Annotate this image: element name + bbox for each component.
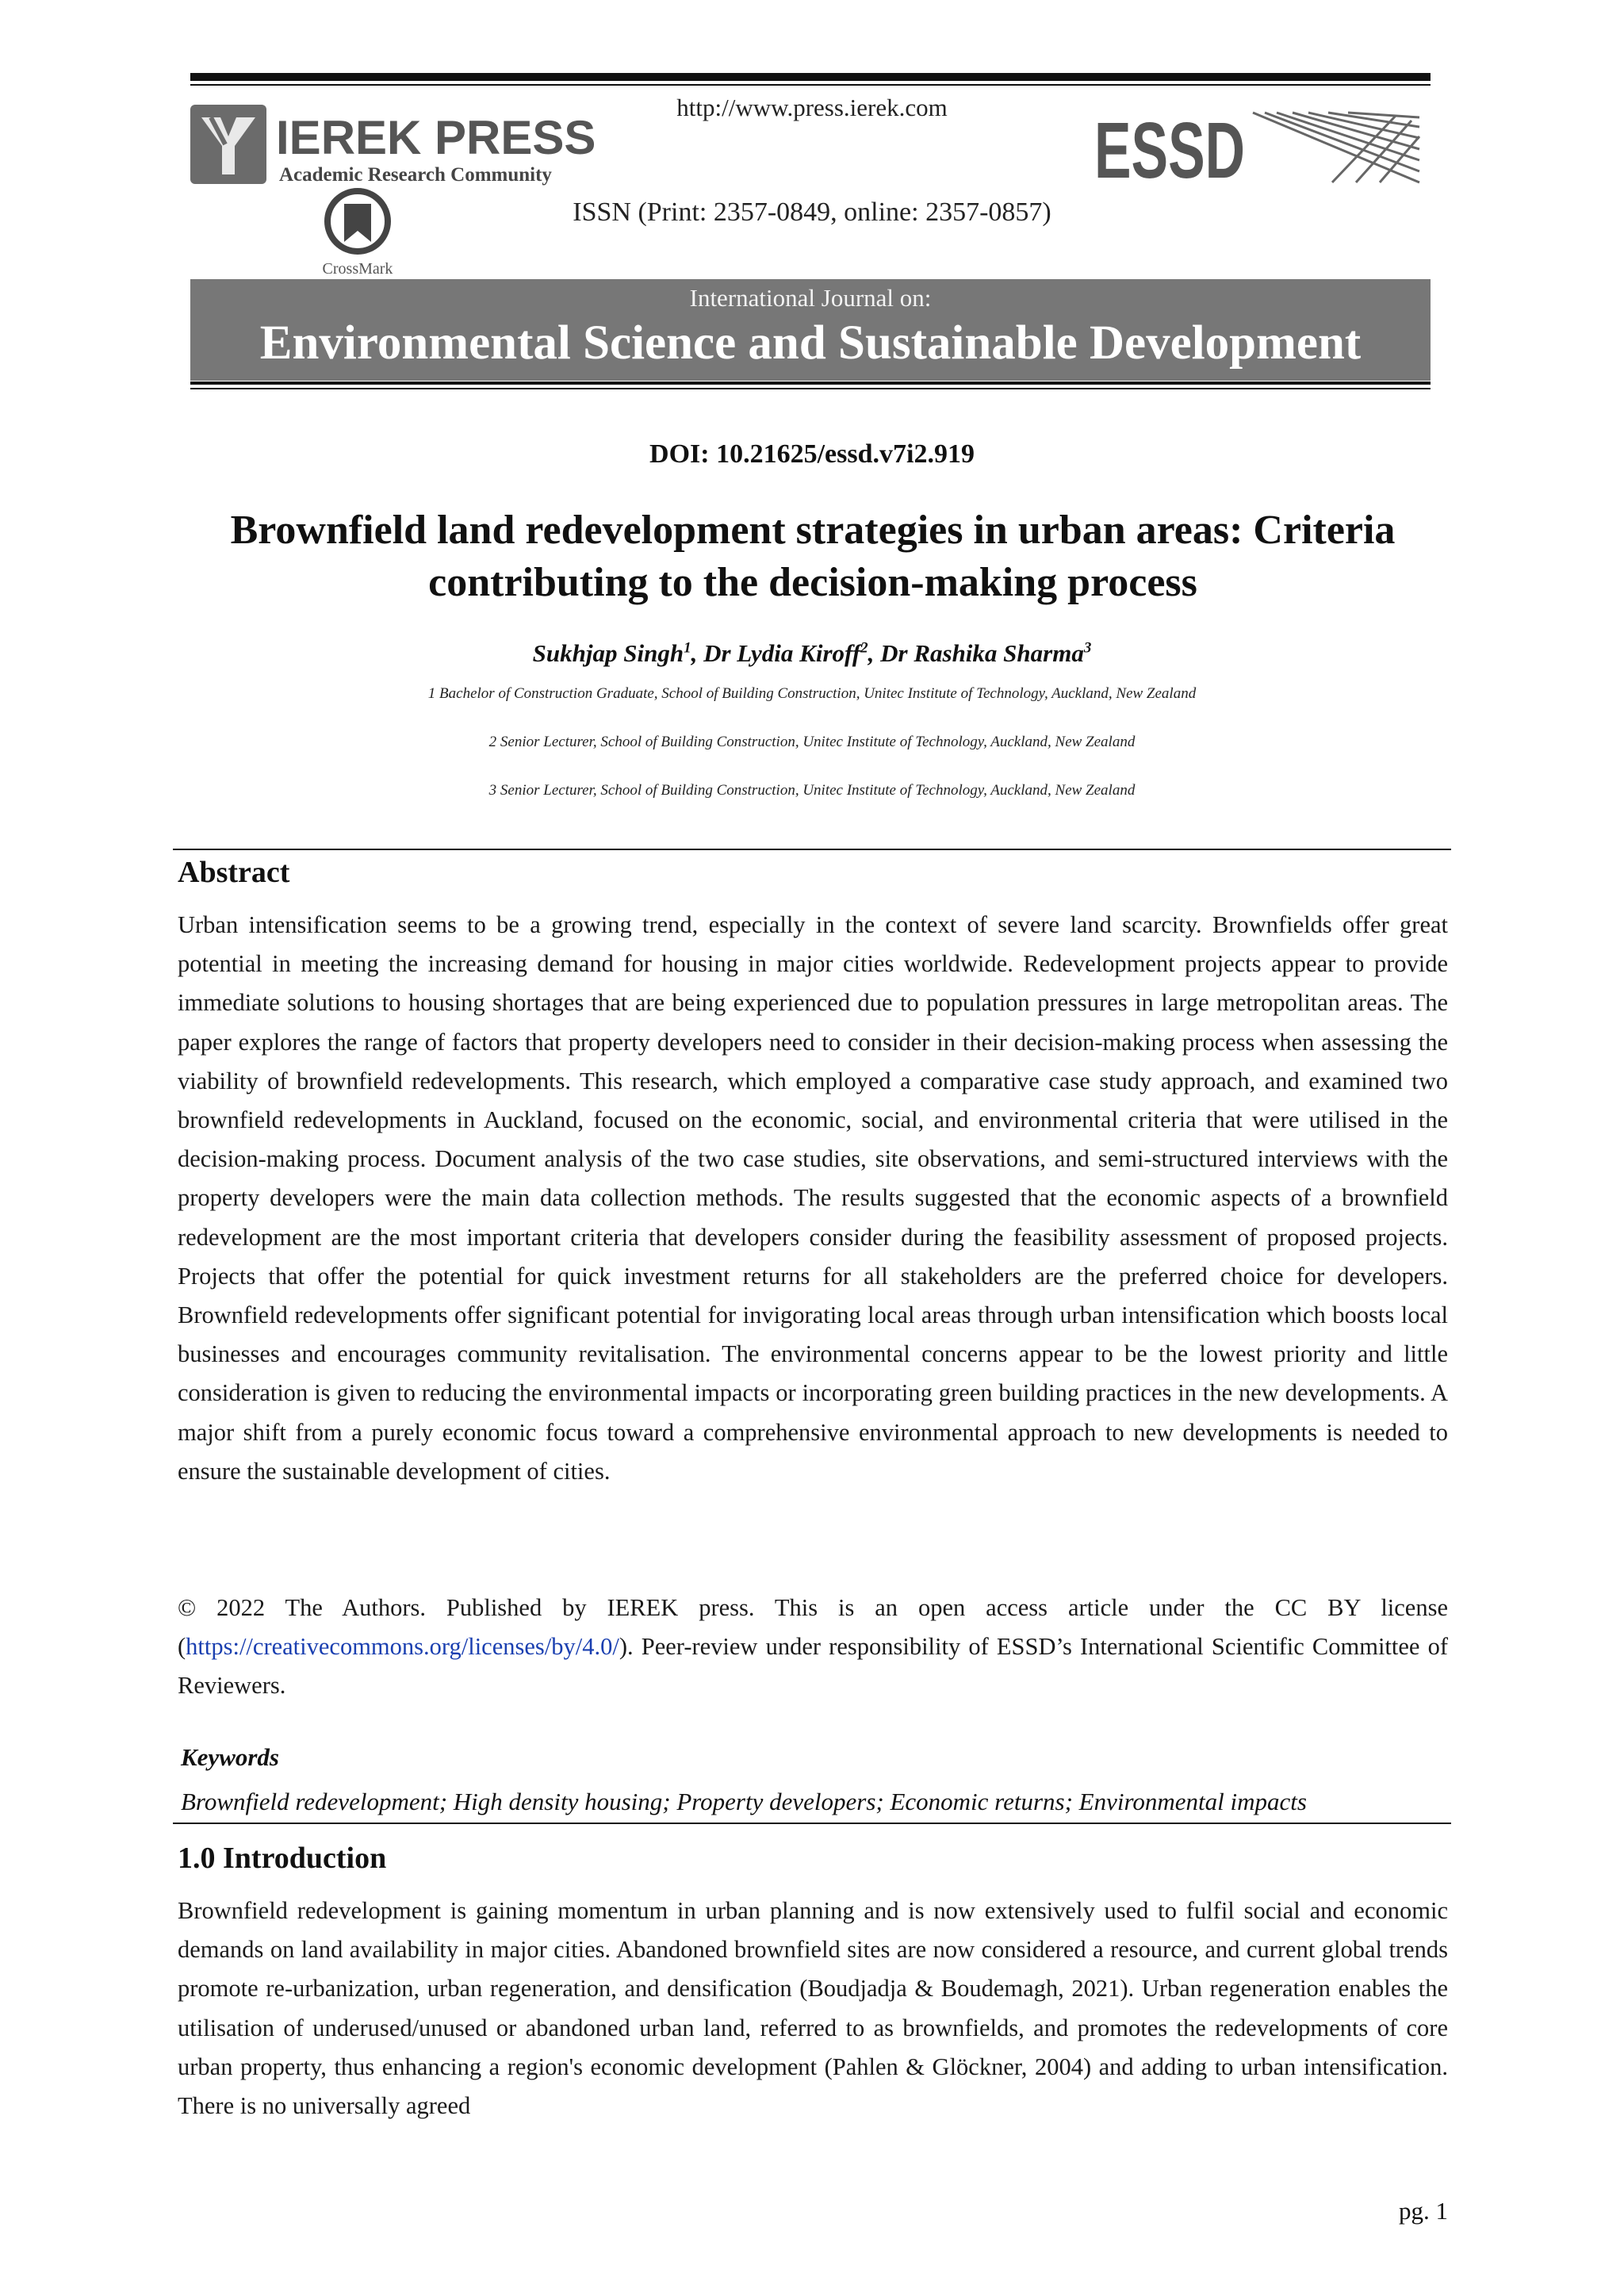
author-name: Dr Lydia Kiroff bbox=[703, 639, 861, 667]
header-top-rule bbox=[190, 73, 1431, 81]
journal-url[interactable]: http://www.press.ierek.com bbox=[676, 94, 948, 121]
license-statement: © 2022 The Authors. Published by IEREK press. This is an open access article under the CC BY license (https://creativecommons.org/licenses/by/4.0/). Peer-review under responsibility of ESSD’s International Scientific Committee of Reviewers. bbox=[178, 1594, 1448, 1700]
author-name: Dr Rashika Sharma bbox=[880, 639, 1084, 667]
author-sup: 1 bbox=[684, 639, 691, 657]
journal-label: International Journal on: bbox=[689, 284, 932, 312]
abstract-heading: Abstract bbox=[178, 856, 290, 889]
author-name: Sukhjap Singh bbox=[532, 639, 684, 667]
abstract-top-rule bbox=[173, 849, 1451, 850]
author-sup: 2 bbox=[860, 639, 868, 657]
keywords-text: Brownfield redevelopment; High density housing; Property developers; Economic returns; Environmental impacts bbox=[181, 1788, 1307, 1815]
page-number: pg. 1 bbox=[1399, 2197, 1448, 2225]
keywords-label: Keywords bbox=[181, 1743, 279, 1771]
banner-rule-thin bbox=[190, 388, 1431, 389]
keywords-bottom-rule bbox=[173, 1823, 1451, 1824]
license-link[interactable]: https://creativecommons.org/licenses/by/4.0/ bbox=[186, 1633, 619, 1661]
affiliation-3: 3 Senior Lecturer, School of Building Construction, Unitec Institute of Technology, Auckland, New Zealand bbox=[488, 782, 1136, 799]
paper-title-line-2: contributing to the decision-making process bbox=[428, 560, 1197, 605]
introduction-text: Brownfield redevelopment is gaining momentum in urban planning and is now extensively used to fulfil social and economic demands on land availability in major cities. Abandoned brownfield sites are now considered a resource, and current global trends promote re-urbanization, urban regeneration, and densification (Boudjadja & Boudemagh, 2021). Urban regeneration enables the utilisation of underused/unused or abandoned urban land, referred to as brownfields, and promotes the redevelopments of core urban property, thus enhancing a region's economic development (Pahlen & Glöckner, 2004) and adding to urban intensification. There is no universally agreed bbox=[178, 1897, 1448, 2120]
paper-title bbox=[174, 504, 1451, 609]
abstract-text: Urban intensification seems to be a growing trend, especially in the context of severe land scarcity. Brownfields offer great potential in meeting the increasing demand for housing in major cities worldwide. Redevelopment projects appear to provide immediate solutions to housing shortages that are being experienced due to population pressures in large metropolitan areas. The paper explores the range of factors that property developers need to consider in their decision-making process when assessing the viability of brownfield redevelopments. This research, which employed a comparative case study approach, and examined two brownfield redevelopments in Auckland, focused on the economic, social, and environmental criteria that were utilised in the decision-making process. Document analysis of the two case studies, site observations, and semi-structured interviews with the property developers were the main data collection methods. The results suggested that the economic aspects of a brownfield redevelopment are the most important criteria that developers consider during the feasibility assessment of proposed projects. Projects that offer the potential for quick investment returns for all stakeholders are the preferred choice for developers. Brownfield redevelopments offer significant potential for invigorating local areas through urban intensification which boosts local businesses and encourages community revitalisation. The environmental concerns appear to be the lowest priority and little consideration is given to reducing the environmental impacts or incorporating green building practices in the new developments. A major shift from a purely economic focus toward a comprehensive environmental approach to new developments is needed to ensure the sustainable development of cities. bbox=[178, 911, 1448, 1485]
author-list: Sukhjap Singh$^1$, Dr Lydia Kiroff$^2$, Dr Rashika Sharma$^3$ bbox=[532, 639, 1092, 667]
essd-logo-text: ESSD bbox=[1094, 106, 1245, 195]
essd-journal-logo bbox=[1094, 105, 1427, 195]
issn-line: ISSN (Print: 2357-0849, online: 2357-0857) bbox=[573, 197, 1051, 227]
ierek-press-logo bbox=[187, 102, 596, 190]
journal-banner bbox=[190, 279, 1431, 381]
header-top-rule-thin bbox=[190, 84, 1431, 86]
introduction-heading: 1.0 Introduction bbox=[178, 1842, 387, 1875]
affiliation-2: 2 Senior Lecturer, School of Building Construction, Unitec Institute of Technology, Auckland, New Zealand bbox=[488, 734, 1136, 750]
ierek-logo-text: IEREK PRESS bbox=[276, 111, 596, 164]
crossmark-label: CrossMark bbox=[322, 260, 393, 278]
ierek-logo-tagline: Academic Research Community bbox=[279, 164, 552, 186]
author-sup: 3 bbox=[1083, 639, 1092, 657]
journal-title: Environmental Science and Sustainable Development bbox=[259, 316, 1362, 370]
paper-title-line-1: Brownfield land redevelopment strategies in urban areas: Criteria bbox=[230, 508, 1396, 553]
banner-rule bbox=[190, 381, 1431, 385]
affiliation-1: 1 Bachelor of Construction Graduate, School of Building Construction, Unitec Institute of Technology, Auckland, New Zealand bbox=[427, 685, 1197, 702]
doi[interactable]: DOI: 10.21625/essd.v7i2.919 bbox=[649, 439, 975, 469]
